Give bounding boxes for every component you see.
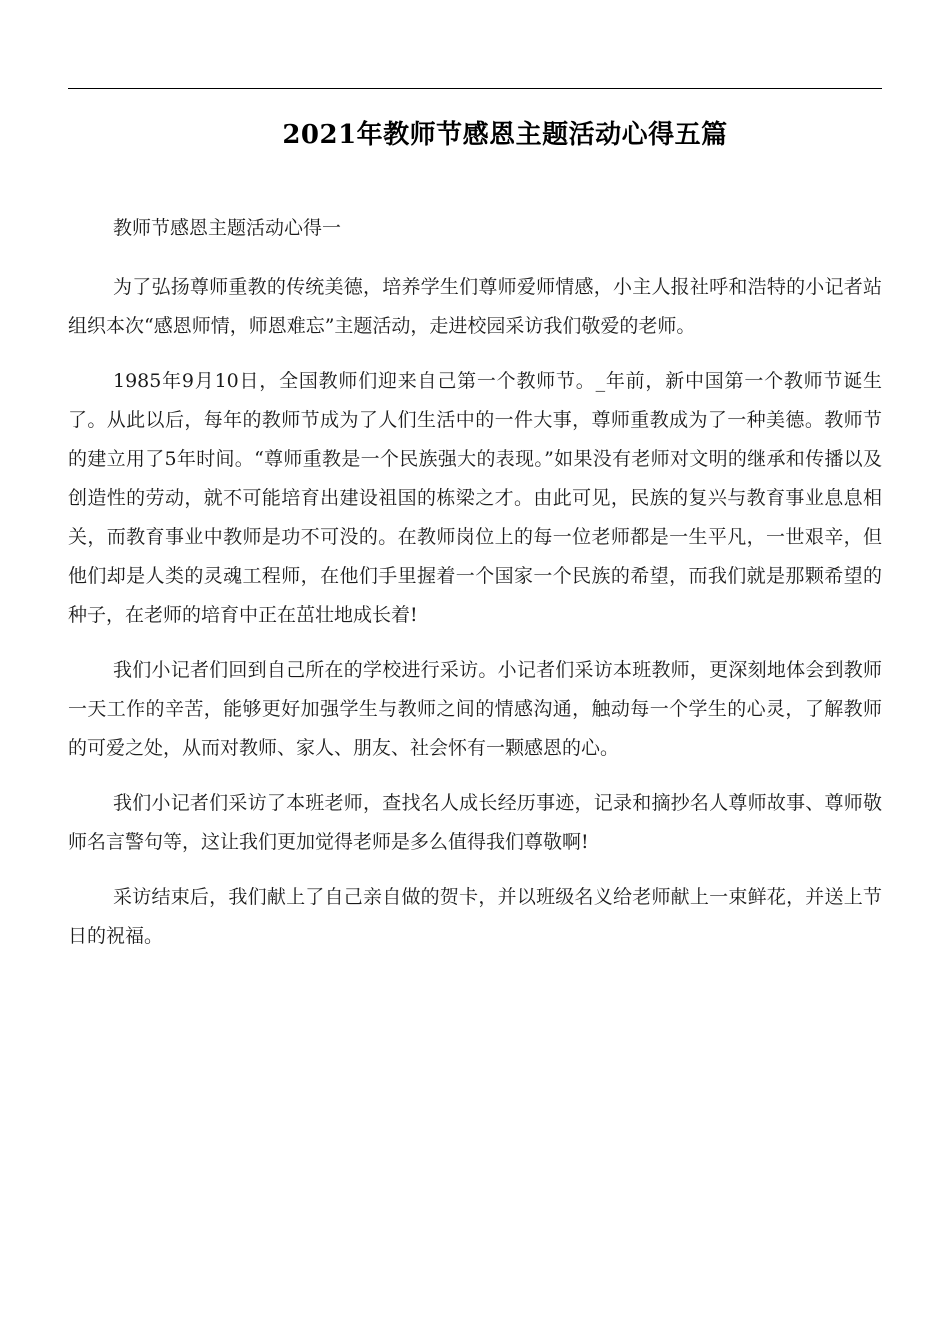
- header-rule: [68, 88, 882, 89]
- document-title: 2021年教师节感恩主题活动心得五篇: [282, 120, 728, 151]
- paragraph: 我们小记者们回到自己所在的学校进行采访。小记者们采访本班教师，更深刻地体会到教师一天工作的辛苦，能够更好加强学生与教师之间的情感沟通，触动每一个学生的心灵，了解教师的可爱之处，从而对教师、家人、朋友、社会怀有一颗感恩的心。: [68, 659, 882, 759]
- paragraph: 为了弘扬尊师重教的传统美德，培养学生们尊师爱师情感，小主人报社呼和浩特的小记者站组织本次“感恩师情，师恩难忘”主题活动，走进校园采访我们敬爱的老师。: [68, 276, 882, 337]
- paragraph: 采访结束后，我们献上了自己亲自做的贺卡，并以班级名义给老师献上一束鲜花，并送上节日的祝福。: [68, 886, 882, 947]
- paragraph: 我们小记者们采访了本班老师，查找名人成长经历事迹，记录和摘抄名人尊师故事、尊师敬师名言警句等，这让我们更加觉得老师是多么值得我们尊敬啊!: [68, 792, 882, 853]
- document-body: [68, 209, 882, 972]
- section-heading: 教师节感恩主题活动心得一: [113, 217, 342, 239]
- paragraph: 1985年9月10日，全国教师们迎来自己第一个教师节。_年前，新中国第一个教师节诞生了。从此以后，每年的教师节成为了人们生活中的一件大事，尊师重教成为了一种美德。教师节的建立用了5年时间。“尊师重教是一个民族强大的表现。”如果没有老师对文明的继承和传播以及创造性的劳动，就不可能培育出建设祖国的栋梁之才。由此可见，民族的复兴与教育事业息息相关，而教育事业中教师是功不可没的。在教师岗位上的每一位老师都是一生平凡，一世艰辛，但他们却是人类的灵魂工程师，在他们手里握着一个国家一个民族的希望，而我们就是那颗希望的种子，在老师的培育中正在茁壮地成长着!: [68, 370, 882, 626]
